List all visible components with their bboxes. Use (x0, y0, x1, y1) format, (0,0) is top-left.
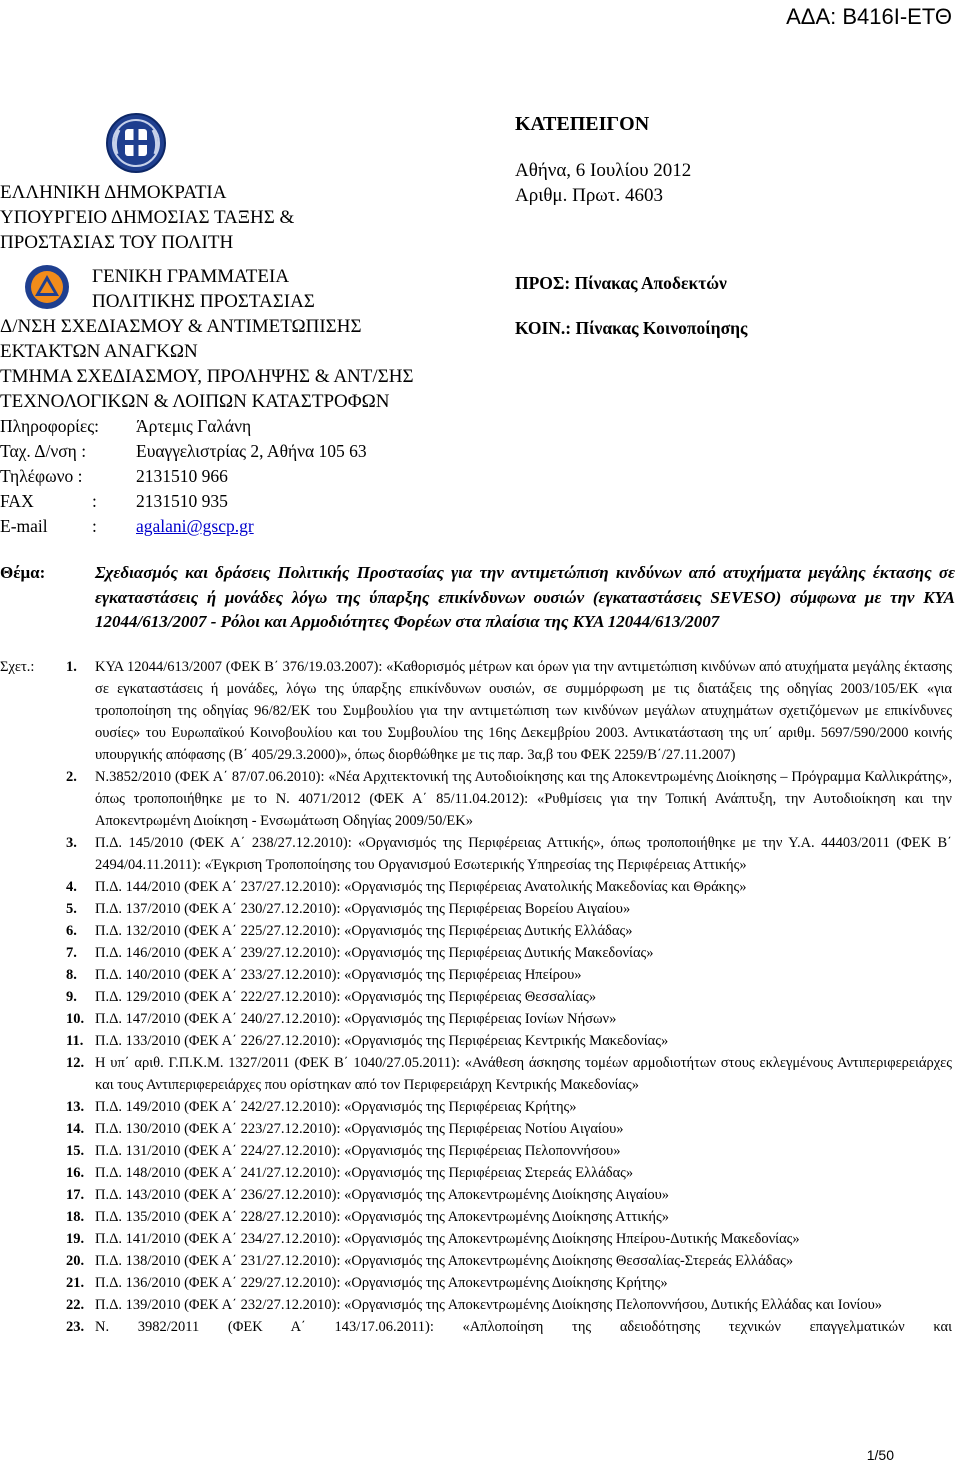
contact-info (0, 414, 367, 539)
phone-label: Τηλέφωνο : (0, 466, 83, 486)
reference-item (0, 1052, 952, 1096)
reference-text: Ν.3852/2010 (ΦΕΚ Α΄ 87/07.06.2010): «Νέα Αρχιτεκτονική της Αυτοδιοίκησης και της Αποκεντρωμένης Διοίκησης – Πρόγραμμα Καλλικράτης», όπως τροποποιήθηκε με το Ν. 4071/2012 (ΦΕΚ Α΄ 85/11.04.2012): «Ρυθμίσεις για την Τοπική Ανάπτυξη, την Αυτοδιοίκηση και την Αποκεντρωμένη Διοίκηση - Ενσωμάτωση Οδηγίας 2009/50/ΕΚ» (95, 769, 952, 829)
greek-emblem-icon (105, 112, 167, 174)
reference-item (0, 1162, 952, 1184)
reference-number: 5. (66, 901, 77, 917)
recipients-line: ΠΡΟΣ: Πίνακας Αποδεκτών (515, 273, 727, 293)
reference-item (0, 1250, 952, 1272)
gs-line: ΓΕΝΙΚΗ ΓΡΑΜΜΑΤΕΙΑ (92, 266, 290, 287)
reference-text: Π.Δ. 141/2010 (ΦΕΚ Α΄ 234/27.12.2010): «Οργανισμός της Αποκεντρωμένης Διοίκησης Ηπείρου-Δυτικής Μακεδονίας» (95, 1231, 800, 1247)
info-value: Άρτεμις Γαλάνη (136, 416, 252, 436)
reference-number: 2. (66, 769, 77, 785)
gs-line: ΠΟΛΙΤΙΚΗΣ ΠΡΟΣΤΑΣΙΑΣ (92, 291, 315, 312)
reference-text: Π.Δ. 129/2010 (ΦΕΚ Α΄ 222/27.12.2010): «Οργανισμός της Περιφέρειας Θεσσαλίας» (95, 989, 597, 1005)
reference-number: 21. (66, 1275, 85, 1291)
reference-item (0, 1096, 952, 1118)
fax-value: 2131510 935 (136, 491, 228, 511)
reference-number: 13. (66, 1099, 85, 1115)
reference-item (0, 1294, 952, 1316)
general-secretariat (92, 264, 315, 314)
protocol-number: Αριθμ. Πρωτ. 4603 (515, 185, 663, 206)
department-header (0, 314, 414, 414)
reference-text: Π.Δ. 139/2010 (ΦΕΚ Α΄ 232/27.12.2010): «Οργανισμός της Αποκεντρωμένης Διοίκησης Πελοποννήσου, Δυτικής Ελλάδας και Ιονίου» (95, 1297, 883, 1313)
reference-text: Π.Δ. 137/2010 (ΦΕΚ Α΄ 230/27.12.2010): «Οργανισμός της Περιφέρειας Βορείου Αιγαίου» (95, 901, 631, 917)
reference-item (0, 1118, 952, 1140)
page-number: 1/50 (866, 1447, 894, 1463)
reference-item (0, 1228, 952, 1250)
reference-text: Π.Δ. 146/2010 (ΦΕΚ Α΄ 239/27.12.2010): «Οργανισμός της Περιφέρειας Δυτικής Μακεδονίας» (95, 945, 654, 961)
reference-number: 18. (66, 1209, 85, 1225)
reference-text: Π.Δ. 132/2010 (ΦΕΚ Α΄ 225/27.12.2010): «Οργανισμός της Περιφέρειας Δυτικής Ελλάδας» (95, 923, 633, 939)
cc-line: ΚΟΙΝ.: Πίνακας Κοινοποίησης (515, 318, 748, 338)
reference-text: Ν. 3982/2011 (ΦΕΚ Α΄ 143/17.06.2011): «Απλοποίηση της αδειοδότησης τεχνικών επαγγελματικών και (95, 1319, 952, 1335)
reference-number: 4. (66, 879, 77, 895)
reference-number: 7. (66, 945, 77, 961)
reference-item (0, 766, 952, 832)
gov-line: ΕΛΛΗΝΙΚΗ ΔΗΜΟΚΡΑΤΙΑ (0, 182, 227, 203)
reference-number: 3. (66, 835, 77, 851)
reference-number: 20. (66, 1253, 85, 1269)
subject-label: Θέμα: (0, 563, 46, 582)
subject-block (0, 561, 955, 635)
reference-number: 9. (66, 989, 77, 1005)
references-list (0, 656, 952, 1338)
reference-item (0, 920, 952, 942)
dept-line: ΤΕΧΝΟΛΟΓΙΚΩΝ & ΛΟΙΠΩΝ ΚΑΤΑΣΤΡΟΦΩΝ (0, 391, 390, 412)
reference-text: Π.Δ. 130/2010 (ΦΕΚ Α΄ 223/27.12.2010): «Οργανισμός της Περιφέρειας Νοτίου Αιγαίου» (95, 1121, 624, 1137)
reference-number: 14. (66, 1121, 85, 1137)
address-value: Ευαγγελιστρίας 2, Αθήνα 105 63 (136, 441, 367, 461)
reference-item (0, 964, 952, 986)
reference-text: Π.Δ. 136/2010 (ΦΕΚ Α΄ 229/27.12.2010): «Οργανισμός της Αποκεντρωμένης Διοίκησης Κρήτης» (95, 1275, 668, 1291)
phone-value: 2131510 966 (136, 466, 228, 486)
reference-text: Π.Δ. 144/2010 (ΦΕΚ Α΄ 237/27.12.2010): «Οργανισμός της Περιφέρειας Ανατολικής Μακεδονίας και Θράκης» (95, 879, 747, 895)
government-header (0, 180, 294, 255)
reference-text: Π.Δ. 149/2010 (ΦΕΚ Α΄ 242/27.12.2010): «Οργανισμός της Περιφέρειας Κρήτης» (95, 1099, 577, 1115)
reference-item (0, 1316, 952, 1338)
civil-protection-logo-icon (24, 264, 70, 310)
reference-text: Π.Δ. 135/2010 (ΦΕΚ Α΄ 228/27.12.2010): «Οργανισμός της Αποκεντρωμένης Διοίκησης Αττικής» (95, 1209, 670, 1225)
email-link[interactable]: agalani@gscp.gr (136, 516, 254, 536)
reference-item (0, 1272, 952, 1294)
reference-number: 19. (66, 1231, 85, 1247)
reference-text: Π.Δ. 133/2010 (ΦΕΚ Α΄ 226/27.12.2010): «Οργανισμός της Περιφέρειας Κεντρικής Μακεδονίας» (95, 1033, 669, 1049)
gov-line: ΠΡΟΣΤΑΣΙΑΣ ΤΟΥ ΠΟΛΙΤΗ (0, 232, 234, 253)
reference-item (0, 656, 952, 766)
reference-number: 15. (66, 1143, 85, 1159)
reference-item (0, 1206, 952, 1228)
reference-number: 8. (66, 967, 77, 983)
reference-item (0, 986, 952, 1008)
reference-text: Π.Δ. 143/2010 (ΦΕΚ Α΄ 236/27.12.2010): «Οργανισμός της Αποκεντρωμένης Διοίκησης Αιγαίου» (95, 1187, 670, 1203)
reference-item (0, 1140, 952, 1162)
references-label: Σχετ.: (0, 659, 35, 675)
date-block (515, 158, 691, 208)
reference-number: 10. (66, 1011, 85, 1027)
reference-number: 12. (66, 1055, 85, 1071)
date-line: Αθήνα, 6 Ιουλίου 2012 (515, 160, 692, 181)
reference-item (0, 1184, 952, 1206)
reference-item (0, 898, 952, 920)
gov-line: ΥΠΟΥΡΓΕΙΟ ΔΗΜΟΣΙΑΣ ΤΑΞΗΣ & (0, 207, 295, 228)
reference-item (0, 876, 952, 898)
address-label: Ταχ. Δ/νση : (0, 441, 87, 461)
reference-text: Π.Δ. 145/2010 (ΦΕΚ Α΄ 238/27.12.2010): «Οργανισμός της Περιφέρειας Αττικής», όπως τροποποιήθηκε με την Υ.Α. 44403/2011 (ΦΕΚ Β΄ 2494/04.11.2011): «Έγκριση Τροποποίησης του Οργανισμού Εσωτερικής Υπηρεσίας της Περιφέρειας Αττικής» (95, 835, 952, 873)
reference-text: Π.Δ. 140/2010 (ΦΕΚ Α΄ 233/27.12.2010): «Οργανισμός της Περιφέρειας Ηπείρου» (95, 967, 582, 983)
reference-text: Η υπ΄ αριθ. Γ.Π.Κ.Μ. 1327/2011 (ΦΕΚ Β΄ 1040/27.05.2011): «Ανάθεση άσκησης τομέων αρμοδιοτήτων στους εκλεγμένους Αντιπεριφερειάρχες και τους Αντιπεριφερειάρχες που ορίστηκαν από τον Περιφερειάρχη Κεντρικής Μακεδονίας» (95, 1055, 952, 1093)
reference-item (0, 1030, 952, 1052)
reference-number: 6. (66, 923, 77, 939)
urgent-label: ΚΑΤΕΠΕΙΓΟΝ (515, 113, 650, 135)
reference-text: Π.Δ. 148/2010 (ΦΕΚ Α΄ 241/27.12.2010): «Οργανισμός της Περιφέρειας Στερεάς Ελλάδας» (95, 1165, 634, 1181)
subject-text: Σχεδιασμός και δράσεις Πολιτικής Προστασίας για την αντιμετώπιση κινδύνων από ατυχήματα μεγάλης έκτασης σε εγκαταστάσεις ή μονάδες λόγω της ύπαρξης επικίνδυνων ουσιών (εγκαταστάσεις SEVESO) σύμφωνα με την ΚΥΑ 12044/613/2007 - Ρόλοι και Αρμοδιότητες Φορέων στα πλαίσια της ΚΥΑ 12044/613/2007 (95, 563, 955, 631)
reference-text: Π.Δ. 131/2010 (ΦΕΚ Α΄ 224/27.12.2010): «Οργανισμός της Περιφέρειας Πελοποννήσου» (95, 1143, 621, 1159)
reference-text: Π.Δ. 147/2010 (ΦΕΚ Α΄ 240/27.12.2010): «Οργανισμός της Περιφέρειας Ιονίων Νήσων» (95, 1011, 617, 1027)
fax-label: FAX (0, 491, 34, 511)
reference-number: 22. (66, 1297, 85, 1313)
reference-number: 1. (66, 659, 77, 675)
fax-colon: : (92, 491, 97, 511)
reference-number: 17. (66, 1187, 85, 1203)
reference-text: Π.Δ. 138/2010 (ΦΕΚ Α΄ 231/27.12.2010): «Οργανισμός της Αποκεντρωμένης Διοίκησης Θεσσαλίας-Στερεάς Ελλάδας» (95, 1253, 794, 1269)
ada-code: ΑΔΑ: Β416Ι-ΕΤΘ (786, 4, 952, 29)
email-label: E-mail (0, 516, 48, 536)
reference-item (0, 1008, 952, 1030)
dept-line: ΤΜΗΜΑ ΣΧΕΔΙΑΣΜΟΥ, ΠΡΟΛΗΨΗΣ & ΑΝΤ/ΣΗΣ (0, 366, 414, 387)
dept-line: ΕΚΤΑΚΤΩΝ ΑΝΑΓΚΩΝ (0, 341, 198, 362)
email-colon: : (92, 516, 97, 536)
reference-number: 11. (66, 1033, 84, 1049)
reference-item (0, 832, 952, 876)
dept-line: Δ/ΝΣΗ ΣΧΕΔΙΑΣΜΟΥ & ΑΝΤΙΜΕΤΩΠΙΣΗΣ (0, 316, 362, 337)
reference-number: 16. (66, 1165, 85, 1181)
reference-number: 23. (66, 1319, 85, 1335)
info-label: Πληροφορίες: (0, 416, 100, 436)
reference-text: ΚΥΑ 12044/613/2007 (ΦΕΚ Β΄ 376/19.03.2007): «Καθορισμός μέτρων και όρων για την αντιμετώπιση κινδύνων από ατυχήματα μεγάλης έκτασης σε εγκαταστάσεις ή μονάδες, λόγω της ύπαρξης επικίνδυνων ουσιών, σε συμμόρφωση με τις διατάξεις της οδηγίας 2003/105/ΕΚ «για τροποποίηση της οδηγίας 96/82/ΕΚ του Συμβουλίου για την αντιμετώπιση των κινδύνων μεγάλων ατυχημάτων σχετιζόμενων με επικίνδυνες ουσίες» του Ευρωπαϊκού Κοινοβουλίου και του Συμβουλίου της 16ης Δεκεμβρίου 2003. Αντικατάσταση της υπ΄ αριθμ. 5697/590/2000 κοινής υπουργικής απόφασης (Β΄ 405/29.3.2000)», όπως διορθώθηκε με τις παρ. 3α,β του ΦΕΚ 2259/Β΄/27.11.2007) (95, 659, 952, 763)
reference-item (0, 942, 952, 964)
